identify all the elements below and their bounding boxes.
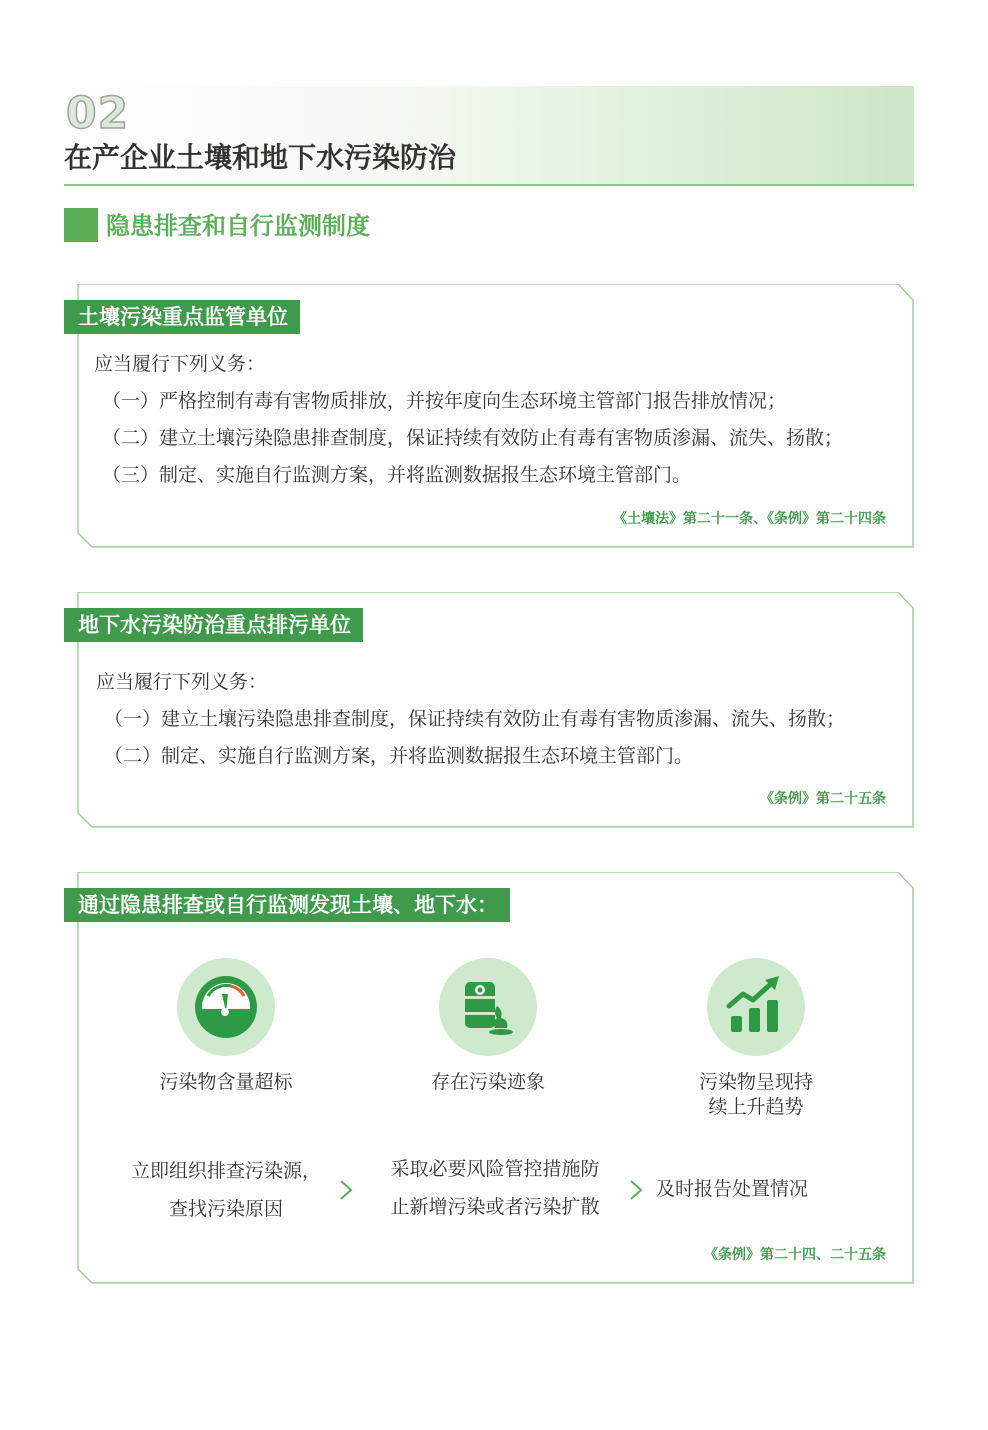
action-line: 及时报告处置情况 bbox=[656, 1178, 809, 1200]
icon-circle bbox=[177, 958, 275, 1056]
panel-tag: 通过隐患排查或自行监测发现土壤、地下水： bbox=[64, 888, 510, 922]
leaking-barrel-icon bbox=[453, 972, 523, 1042]
chevron-right-icon bbox=[338, 1178, 354, 1202]
panel-groundwater-key-units bbox=[64, 592, 914, 830]
indicator-exceed bbox=[126, 958, 326, 1095]
gauge-icon bbox=[191, 972, 261, 1042]
panel-response-flow bbox=[64, 872, 914, 1286]
subsection-marker bbox=[64, 208, 98, 242]
panel-tag: 土壤污染重点监管单位 bbox=[64, 300, 300, 334]
page-title: 在产企业土壤和地下水污染防治 bbox=[64, 141, 457, 174]
panel-body bbox=[96, 664, 845, 775]
indicator-label-line: 续上升趋势 bbox=[708, 1096, 804, 1118]
panel-soil-key-units bbox=[64, 284, 914, 550]
action-control bbox=[372, 1150, 618, 1226]
panel-body bbox=[94, 346, 843, 494]
action-report bbox=[656, 1170, 836, 1208]
duty-item: （一）建立土壤污染隐患排查制度，保证持续有效防止有毒有害物质渗漏、流失、扬散； bbox=[104, 708, 846, 730]
legal-source: 《土壤法》第二十一条、《条例》第二十四条 bbox=[613, 511, 886, 527]
trend-up-chart-icon bbox=[721, 972, 791, 1042]
indicator-label: 存在污染迹象 bbox=[430, 1071, 545, 1093]
subsection-title: 隐患排查和自行监测制度 bbox=[106, 211, 370, 240]
icon-circle bbox=[439, 958, 537, 1056]
duty-item: （三）制定、实施自行监测方案，并将监测数据报生态环境主管部门。 bbox=[102, 464, 692, 486]
icon-circle bbox=[707, 958, 805, 1056]
intro-text: 应当履行下列义务： bbox=[96, 671, 268, 693]
action-line: 查找污染原因 bbox=[168, 1198, 283, 1220]
duty-item: （二）建立土壤污染隐患排查制度，保证持续有效防止有毒有害物质渗漏、流失、扬散； bbox=[102, 427, 844, 449]
intro-text: 应当履行下列义务： bbox=[94, 353, 266, 375]
indicator-label: 污染物含量超标 bbox=[159, 1071, 293, 1093]
chevron-right-icon bbox=[628, 1178, 644, 1202]
action-line: 止新增污染或者污染扩散 bbox=[390, 1196, 600, 1218]
duty-item: （一）严格控制有毒有害物质排放，并按年度向生态环境主管部门报告排放情况； bbox=[102, 390, 787, 412]
indicator-traces bbox=[388, 958, 588, 1095]
section-number: 02 bbox=[66, 88, 130, 139]
legal-source: 《条例》第二十五条 bbox=[760, 791, 886, 807]
action-line: 立即组织排查污染源， bbox=[130, 1160, 321, 1182]
action-line: 采取必要风险管控措施防 bbox=[390, 1158, 600, 1180]
duty-item: （二）制定、实施自行监测方案，并将监测数据报生态环境主管部门。 bbox=[104, 745, 694, 767]
indicator-rising bbox=[656, 958, 856, 1120]
indicator-label-line: 污染物呈现持 bbox=[698, 1071, 813, 1093]
indicator-label bbox=[656, 1070, 856, 1120]
panel-tag: 地下水污染防治重点排污单位 bbox=[64, 608, 363, 642]
action-investigate bbox=[118, 1152, 334, 1228]
legal-source: 《条例》第二十四、二十五条 bbox=[704, 1247, 886, 1263]
